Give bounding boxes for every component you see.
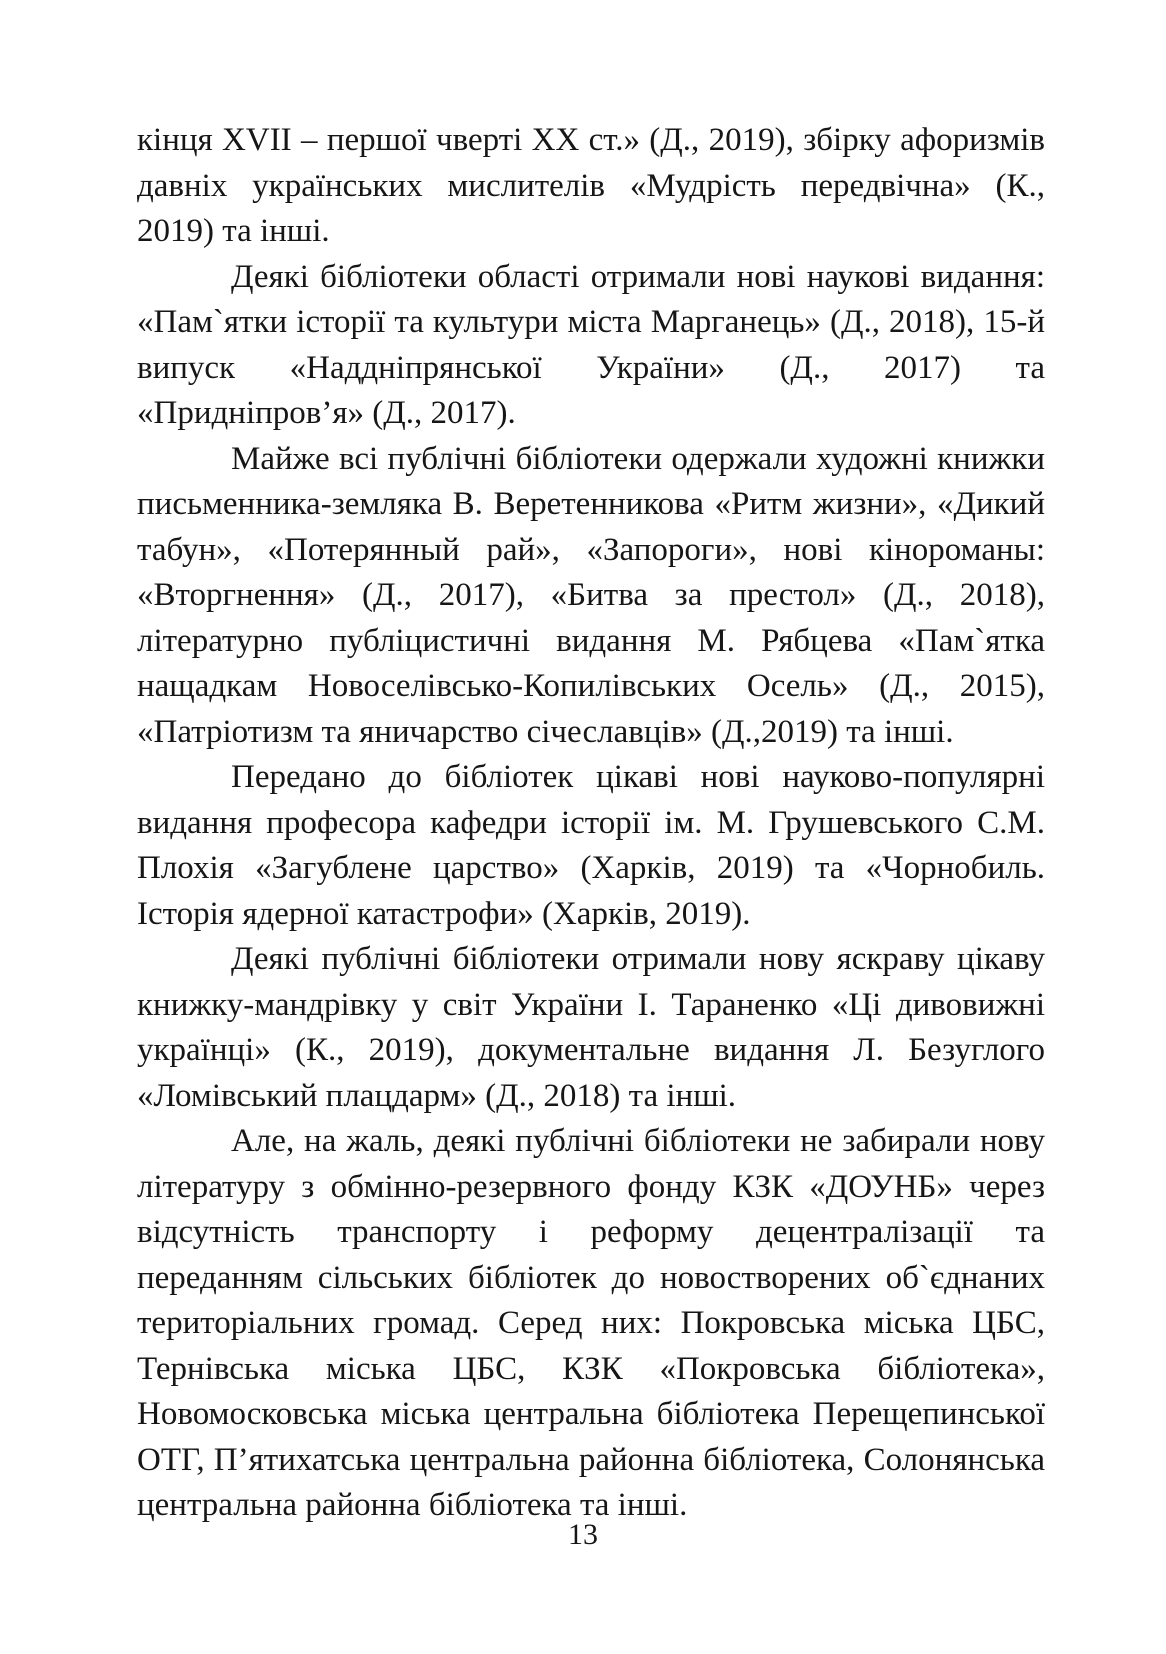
paragraph-3: Майже всі публічні бібліотеки одержали художні книжки письменника-земляка В. Веретенникова «Ритм жизни», «Дикий табун», «Потерянный рай», «Запороги», нові кінороманы: «Вторгнення» (Д., 2017), «Битва за престол» (Д., 2018), літературно публіцистичні видання М. Рябцева «Пам`ятка нащадкам Новоселівсько-Копилівських Осель» (Д., 2015), «Патріотизм та яничарство січеславців» (Д.,2019) та інші.	[137, 440, 1045, 750]
body-text	[137, 118, 1045, 1529]
page-number: 13	[568, 1518, 598, 1551]
paragraph-2: Деякі бібліотеки області отримали нові наукові видання: «Пам`ятки історії та культури міста Марганець» (Д., 2018), 15-й випуск «Наддніпрянської України» (Д., 2017) та «Придніпров’я» (Д., 2017).	[137, 258, 1045, 431]
paragraph-4: Передано до бібліотек цікаві нові науково-популярні видання професора кафедри історії ім. М. Грушевського С.М. Плохія «Загублене царство» (Харків, 2019) та «Чорнобиль. Історія ядерної катастрофи» (Харків, 2019).	[137, 759, 1045, 932]
paragraph-1: кінця XVII – першої чверті XX ст.» (Д., 2019), збірку афоризмів давніх українських мислителів «Мудрість передвічна» (К., 2019) та інші.	[137, 122, 1045, 249]
paragraph-5: Деякі публічні бібліотеки отримали нову яскраву цікаву книжку-мандрівку у світ України І. Тараненко «Ці дивовижні українці» (К., 2019), документальне видання Л. Безуглого «Ломівський плацдарм» (Д., 2018) та інші.	[137, 941, 1045, 1114]
paragraph-6: Але, на жаль, деякі публічні бібліотеки не забирали нову літературу з обмінно-резервного фонду КЗК «ДОУНБ» через відсутність транспорту і реформу децентралізації та переданням сільських бібліотек до новостворених об`єднаних територіальних громад. Серед них: Покровська міська ЦБС, Тернівська міська ЦБС, КЗК «Покровська бібліотека», Новомосковська міська центральна бібліотека Перещепинської ОТГ, П’ятихатська центральна районна бібліотека, Солонянська центральна районна бібліотека та інші.	[137, 1123, 1045, 1523]
